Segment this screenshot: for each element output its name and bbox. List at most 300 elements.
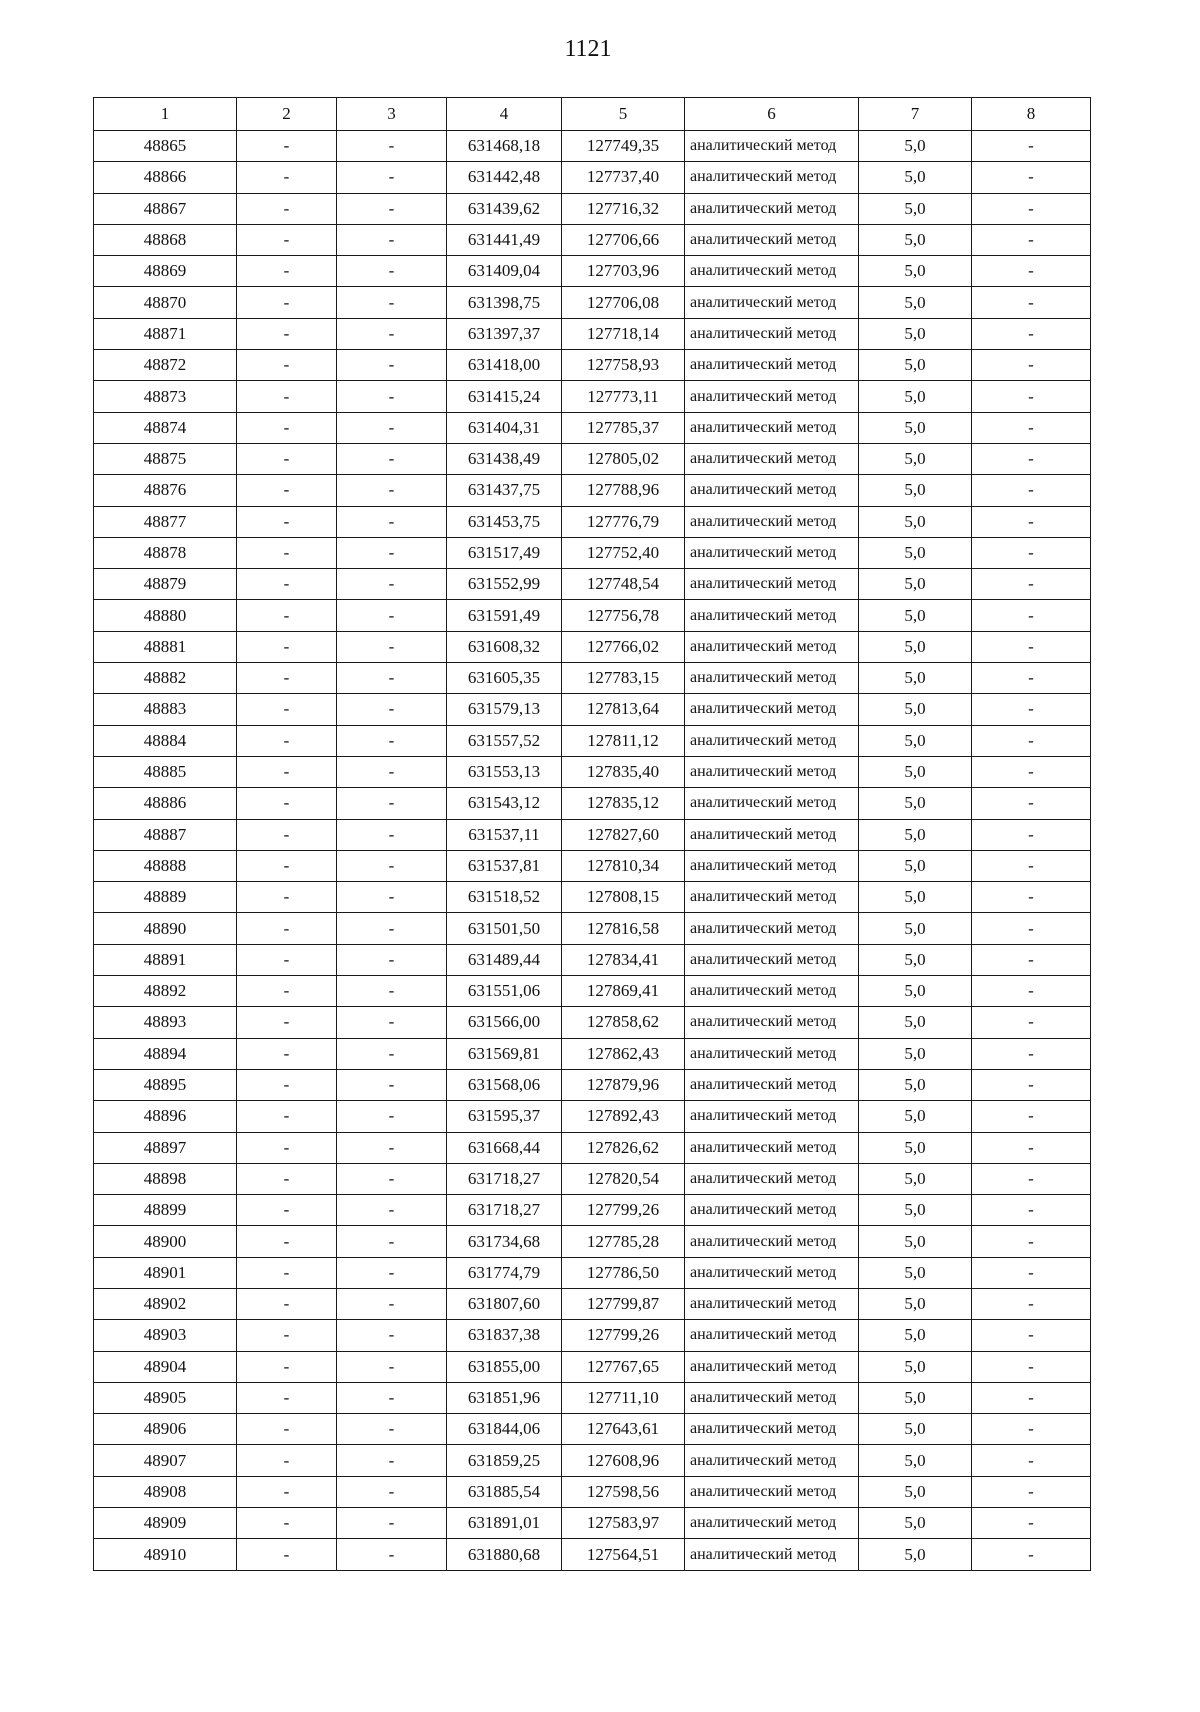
point-number-cell: 48879 [94, 569, 237, 600]
accuracy-cell: 5,0 [859, 944, 972, 975]
cell-col2: - [237, 537, 337, 568]
table-row [94, 1132, 1091, 1163]
y-coordinate-cell: 127858,62 [562, 1007, 685, 1038]
point-number-cell: 48901 [94, 1257, 237, 1288]
table-row [94, 1288, 1091, 1319]
table-header-row [94, 98, 1091, 131]
x-coordinate-cell: 631517,49 [447, 537, 562, 568]
cell-col8: - [972, 475, 1091, 506]
cell-col3: - [337, 819, 447, 850]
cell-col8: - [972, 1351, 1091, 1382]
y-coordinate-cell: 127718,14 [562, 318, 685, 349]
cell-col8: - [972, 756, 1091, 787]
method-cell: аналитический метод [685, 1257, 859, 1288]
method-cell: аналитический метод [685, 944, 859, 975]
method-cell: аналитический метод [685, 162, 859, 193]
x-coordinate-cell: 631442,48 [447, 162, 562, 193]
x-coordinate-cell: 631441,49 [447, 224, 562, 255]
cell-col2: - [237, 1132, 337, 1163]
method-cell: аналитический метод [685, 1101, 859, 1132]
cell-col3: - [337, 1163, 447, 1194]
point-number-cell: 48903 [94, 1320, 237, 1351]
x-coordinate-cell: 631537,81 [447, 850, 562, 881]
cell-col8: - [972, 350, 1091, 381]
method-cell: аналитический метод [685, 882, 859, 913]
method-cell: аналитический метод [685, 1069, 859, 1100]
table-row [94, 569, 1091, 600]
cell-col8: - [972, 1007, 1091, 1038]
point-number-cell: 48874 [94, 412, 237, 443]
cell-col2: - [237, 224, 337, 255]
cell-col3: - [337, 694, 447, 725]
cell-col8: - [972, 131, 1091, 162]
cell-col8: - [972, 1132, 1091, 1163]
cell-col8: - [972, 318, 1091, 349]
cell-col3: - [337, 131, 447, 162]
method-cell: аналитический метод [685, 1195, 859, 1226]
cell-col8: - [972, 663, 1091, 694]
method-cell: аналитический метод [685, 1163, 859, 1194]
cell-col3: - [337, 944, 447, 975]
point-number-cell: 48872 [94, 350, 237, 381]
y-coordinate-cell: 127564,51 [562, 1539, 685, 1570]
cell-col2: - [237, 1038, 337, 1069]
x-coordinate-cell: 631844,06 [447, 1414, 562, 1445]
table-row [94, 1226, 1091, 1257]
accuracy-cell: 5,0 [859, 1508, 972, 1539]
y-coordinate-cell: 127827,60 [562, 819, 685, 850]
method-cell: аналитический метод [685, 1508, 859, 1539]
x-coordinate-cell: 631551,06 [447, 976, 562, 1007]
x-coordinate-cell: 631579,13 [447, 694, 562, 725]
accuracy-cell: 5,0 [859, 913, 972, 944]
y-coordinate-cell: 127799,26 [562, 1320, 685, 1351]
point-number-cell: 48905 [94, 1382, 237, 1413]
method-cell: аналитический метод [685, 381, 859, 412]
cell-col2: - [237, 569, 337, 600]
cell-col8: - [972, 287, 1091, 318]
table-row [94, 162, 1091, 193]
y-coordinate-cell: 127752,40 [562, 537, 685, 568]
table-row [94, 1539, 1091, 1570]
cell-col3: - [337, 788, 447, 819]
cell-col8: - [972, 788, 1091, 819]
table-row [94, 913, 1091, 944]
y-coordinate-cell: 127811,12 [562, 725, 685, 756]
table-row [94, 819, 1091, 850]
point-number-cell: 48896 [94, 1101, 237, 1132]
y-coordinate-cell: 127758,93 [562, 350, 685, 381]
method-cell: аналитический метод [685, 1445, 859, 1476]
method-cell: аналитический метод [685, 1351, 859, 1382]
cell-col2: - [237, 287, 337, 318]
y-coordinate-cell: 127816,58 [562, 913, 685, 944]
accuracy-cell: 5,0 [859, 443, 972, 474]
cell-col3: - [337, 913, 447, 944]
method-cell: аналитический метод [685, 1288, 859, 1319]
cell-col3: - [337, 1288, 447, 1319]
cell-col8: - [972, 193, 1091, 224]
cell-col3: - [337, 256, 447, 287]
cell-col2: - [237, 882, 337, 913]
cell-col2: - [237, 256, 337, 287]
cell-col2: - [237, 850, 337, 881]
table-row [94, 224, 1091, 255]
accuracy-cell: 5,0 [859, 1101, 972, 1132]
method-cell: аналитический метод [685, 193, 859, 224]
point-number-cell: 48873 [94, 381, 237, 412]
cell-col3: - [337, 1382, 447, 1413]
x-coordinate-cell: 631885,54 [447, 1476, 562, 1507]
table-row [94, 1320, 1091, 1351]
table-row [94, 1195, 1091, 1226]
accuracy-cell: 5,0 [859, 162, 972, 193]
cell-col8: - [972, 1069, 1091, 1100]
cell-col3: - [337, 1069, 447, 1100]
x-coordinate-cell: 631591,49 [447, 600, 562, 631]
cell-col3: - [337, 506, 447, 537]
cell-col2: - [237, 1288, 337, 1319]
x-coordinate-cell: 631859,25 [447, 1445, 562, 1476]
cell-col8: - [972, 162, 1091, 193]
page-number: 1121 [564, 36, 612, 62]
y-coordinate-cell: 127756,78 [562, 600, 685, 631]
y-coordinate-cell: 127643,61 [562, 1414, 685, 1445]
y-coordinate-cell: 127773,11 [562, 381, 685, 412]
accuracy-cell: 5,0 [859, 976, 972, 1007]
cell-col8: - [972, 1382, 1091, 1413]
accuracy-cell: 5,0 [859, 1320, 972, 1351]
method-cell: аналитический метод [685, 318, 859, 349]
y-coordinate-cell: 127767,65 [562, 1351, 685, 1382]
cell-col8: - [972, 1257, 1091, 1288]
y-coordinate-cell: 127706,08 [562, 287, 685, 318]
cell-col2: - [237, 1069, 337, 1100]
x-coordinate-cell: 631668,44 [447, 1132, 562, 1163]
cell-col3: - [337, 663, 447, 694]
accuracy-cell: 5,0 [859, 1476, 972, 1507]
cell-col3: - [337, 850, 447, 881]
y-coordinate-cell: 127862,43 [562, 1038, 685, 1069]
y-coordinate-cell: 127786,50 [562, 1257, 685, 1288]
table-row [94, 350, 1091, 381]
accuracy-cell: 5,0 [859, 1069, 972, 1100]
x-coordinate-cell: 631568,06 [447, 1069, 562, 1100]
cell-col8: - [972, 506, 1091, 537]
method-cell: аналитический метод [685, 1476, 859, 1507]
table-row [94, 287, 1091, 318]
cell-col3: - [337, 725, 447, 756]
point-number-cell: 48865 [94, 131, 237, 162]
cell-col2: - [237, 1195, 337, 1226]
cell-col3: - [337, 1007, 447, 1038]
accuracy-cell: 5,0 [859, 725, 972, 756]
point-number-cell: 48889 [94, 882, 237, 913]
y-coordinate-cell: 127749,35 [562, 131, 685, 162]
y-coordinate-cell: 127799,87 [562, 1288, 685, 1319]
accuracy-cell: 5,0 [859, 819, 972, 850]
accuracy-cell: 5,0 [859, 663, 972, 694]
x-coordinate-cell: 631880,68 [447, 1539, 562, 1570]
x-coordinate-cell: 631489,44 [447, 944, 562, 975]
y-coordinate-cell: 127737,40 [562, 162, 685, 193]
accuracy-cell: 5,0 [859, 131, 972, 162]
x-coordinate-cell: 631566,00 [447, 1007, 562, 1038]
table-row [94, 944, 1091, 975]
cell-col8: - [972, 1038, 1091, 1069]
y-coordinate-cell: 127785,37 [562, 412, 685, 443]
x-coordinate-cell: 631837,38 [447, 1320, 562, 1351]
point-number-cell: 48886 [94, 788, 237, 819]
point-number-cell: 48888 [94, 850, 237, 881]
x-coordinate-cell: 631543,12 [447, 788, 562, 819]
cell-col2: - [237, 162, 337, 193]
cell-col8: - [972, 976, 1091, 1007]
cell-col2: - [237, 1101, 337, 1132]
x-coordinate-cell: 631398,75 [447, 287, 562, 318]
y-coordinate-cell: 127808,15 [562, 882, 685, 913]
point-number-cell: 48884 [94, 725, 237, 756]
table-row [94, 882, 1091, 913]
point-number-cell: 48887 [94, 819, 237, 850]
cell-col3: - [337, 1351, 447, 1382]
x-coordinate-cell: 631569,81 [447, 1038, 562, 1069]
table-row [94, 1257, 1091, 1288]
cell-col2: - [237, 788, 337, 819]
method-cell: аналитический метод [685, 569, 859, 600]
y-coordinate-cell: 127583,97 [562, 1508, 685, 1539]
cell-col2: - [237, 1508, 337, 1539]
point-number-cell: 48908 [94, 1476, 237, 1507]
table-row [94, 412, 1091, 443]
x-coordinate-cell: 631891,01 [447, 1508, 562, 1539]
table-row [94, 381, 1091, 412]
y-coordinate-cell: 127834,41 [562, 944, 685, 975]
method-cell: аналитический метод [685, 819, 859, 850]
method-cell: аналитический метод [685, 756, 859, 787]
accuracy-cell: 5,0 [859, 1038, 972, 1069]
table-row [94, 1414, 1091, 1445]
x-coordinate-cell: 631557,52 [447, 725, 562, 756]
table-row [94, 756, 1091, 787]
point-number-cell: 48895 [94, 1069, 237, 1100]
accuracy-cell: 5,0 [859, 1257, 972, 1288]
method-cell: аналитический метод [685, 1132, 859, 1163]
cell-col8: - [972, 1195, 1091, 1226]
cell-col3: - [337, 224, 447, 255]
cell-col2: - [237, 350, 337, 381]
cell-col2: - [237, 1539, 337, 1570]
table-row [94, 1351, 1091, 1382]
x-coordinate-cell: 631718,27 [447, 1163, 562, 1194]
cell-col3: - [337, 756, 447, 787]
accuracy-cell: 5,0 [859, 1195, 972, 1226]
accuracy-cell: 5,0 [859, 350, 972, 381]
accuracy-cell: 5,0 [859, 788, 972, 819]
table-row [94, 631, 1091, 662]
cell-col3: - [337, 1445, 447, 1476]
accuracy-cell: 5,0 [859, 381, 972, 412]
method-cell: аналитический метод [685, 537, 859, 568]
cell-col2: - [237, 1226, 337, 1257]
accuracy-cell: 5,0 [859, 1226, 972, 1257]
cell-col8: - [972, 1445, 1091, 1476]
accuracy-cell: 5,0 [859, 850, 972, 881]
y-coordinate-cell: 127835,40 [562, 756, 685, 787]
table-row [94, 1445, 1091, 1476]
point-number-cell: 48910 [94, 1539, 237, 1570]
table-row [94, 1163, 1091, 1194]
accuracy-cell: 5,0 [859, 537, 972, 568]
cell-col2: - [237, 944, 337, 975]
point-number-cell: 48876 [94, 475, 237, 506]
point-number-cell: 48898 [94, 1163, 237, 1194]
cell-col3: - [337, 412, 447, 443]
accuracy-cell: 5,0 [859, 287, 972, 318]
cell-col2: - [237, 1445, 337, 1476]
cell-col8: - [972, 256, 1091, 287]
accuracy-cell: 5,0 [859, 475, 972, 506]
point-number-cell: 48885 [94, 756, 237, 787]
cell-col8: - [972, 537, 1091, 568]
y-coordinate-cell: 127716,32 [562, 193, 685, 224]
accuracy-cell: 5,0 [859, 412, 972, 443]
method-cell: аналитический метод [685, 1320, 859, 1351]
coordinates-table [93, 97, 1091, 1571]
accuracy-cell: 5,0 [859, 1382, 972, 1413]
method-cell: аналитический метод [685, 600, 859, 631]
cell-col2: - [237, 193, 337, 224]
x-coordinate-cell: 631553,13 [447, 756, 562, 787]
cell-col3: - [337, 1414, 447, 1445]
cell-col3: - [337, 1132, 447, 1163]
cell-col2: - [237, 506, 337, 537]
y-coordinate-cell: 127785,28 [562, 1226, 685, 1257]
method-cell: аналитический метод [685, 224, 859, 255]
accuracy-cell: 5,0 [859, 193, 972, 224]
table-row [94, 1038, 1091, 1069]
table-row [94, 1101, 1091, 1132]
cell-col2: - [237, 1163, 337, 1194]
table-body [94, 131, 1091, 1571]
cell-col3: - [337, 569, 447, 600]
table-row [94, 1508, 1091, 1539]
cell-col8: - [972, 944, 1091, 975]
cell-col8: - [972, 1414, 1091, 1445]
x-coordinate-cell: 631397,37 [447, 318, 562, 349]
table-row [94, 725, 1091, 756]
accuracy-cell: 5,0 [859, 1351, 972, 1382]
x-coordinate-cell: 631855,00 [447, 1351, 562, 1382]
cell-col3: - [337, 287, 447, 318]
accuracy-cell: 5,0 [859, 1539, 972, 1570]
method-cell: аналитический метод [685, 788, 859, 819]
y-coordinate-cell: 127805,02 [562, 443, 685, 474]
accuracy-cell: 5,0 [859, 882, 972, 913]
y-coordinate-cell: 127783,15 [562, 663, 685, 694]
cell-col8: - [972, 631, 1091, 662]
column-header: 2 [237, 98, 337, 131]
method-cell: аналитический метод [685, 631, 859, 662]
y-coordinate-cell: 127776,79 [562, 506, 685, 537]
x-coordinate-cell: 631537,11 [447, 819, 562, 850]
cell-col3: - [337, 350, 447, 381]
y-coordinate-cell: 127766,02 [562, 631, 685, 662]
method-cell: аналитический метод [685, 475, 859, 506]
accuracy-cell: 5,0 [859, 1163, 972, 1194]
accuracy-cell: 5,0 [859, 569, 972, 600]
point-number-cell: 48868 [94, 224, 237, 255]
cell-col8: - [972, 694, 1091, 725]
cell-col3: - [337, 976, 447, 1007]
table-row [94, 443, 1091, 474]
cell-col2: - [237, 131, 337, 162]
accuracy-cell: 5,0 [859, 694, 972, 725]
x-coordinate-cell: 631807,60 [447, 1288, 562, 1319]
method-cell: аналитический метод [685, 256, 859, 287]
cell-col2: - [237, 1414, 337, 1445]
method-cell: аналитический метод [685, 976, 859, 1007]
cell-col3: - [337, 1508, 447, 1539]
point-number-cell: 48906 [94, 1414, 237, 1445]
cell-col3: - [337, 600, 447, 631]
cell-col2: - [237, 663, 337, 694]
cell-col2: - [237, 694, 337, 725]
x-coordinate-cell: 631418,00 [447, 350, 562, 381]
cell-col8: - [972, 1163, 1091, 1194]
cell-col3: - [337, 381, 447, 412]
x-coordinate-cell: 631608,32 [447, 631, 562, 662]
method-cell: аналитический метод [685, 1539, 859, 1570]
table-row [94, 850, 1091, 881]
cell-col2: - [237, 412, 337, 443]
x-coordinate-cell: 631438,49 [447, 443, 562, 474]
x-coordinate-cell: 631439,62 [447, 193, 562, 224]
y-coordinate-cell: 127879,96 [562, 1069, 685, 1100]
point-number-cell: 48867 [94, 193, 237, 224]
point-number-cell: 48902 [94, 1288, 237, 1319]
cell-col8: - [972, 224, 1091, 255]
x-coordinate-cell: 631404,31 [447, 412, 562, 443]
point-number-cell: 48882 [94, 663, 237, 694]
cell-col3: - [337, 882, 447, 913]
table-row [94, 506, 1091, 537]
cell-col3: - [337, 1226, 447, 1257]
table-row [94, 694, 1091, 725]
table-row [94, 1069, 1091, 1100]
y-coordinate-cell: 127608,96 [562, 1445, 685, 1476]
method-cell: аналитический метод [685, 1414, 859, 1445]
cell-col2: - [237, 976, 337, 1007]
column-header: 8 [972, 98, 1091, 131]
method-cell: аналитический метод [685, 443, 859, 474]
cell-col8: - [972, 725, 1091, 756]
y-coordinate-cell: 127799,26 [562, 1195, 685, 1226]
point-number-cell: 48880 [94, 600, 237, 631]
point-number-cell: 48883 [94, 694, 237, 725]
method-cell: аналитический метод [685, 1007, 859, 1038]
cell-col3: - [337, 475, 447, 506]
table-row [94, 193, 1091, 224]
point-number-cell: 48875 [94, 443, 237, 474]
y-coordinate-cell: 127711,10 [562, 1382, 685, 1413]
cell-col8: - [972, 569, 1091, 600]
accuracy-cell: 5,0 [859, 1288, 972, 1319]
cell-col2: - [237, 1257, 337, 1288]
method-cell: аналитический метод [685, 287, 859, 318]
y-coordinate-cell: 127813,64 [562, 694, 685, 725]
y-coordinate-cell: 127820,54 [562, 1163, 685, 1194]
